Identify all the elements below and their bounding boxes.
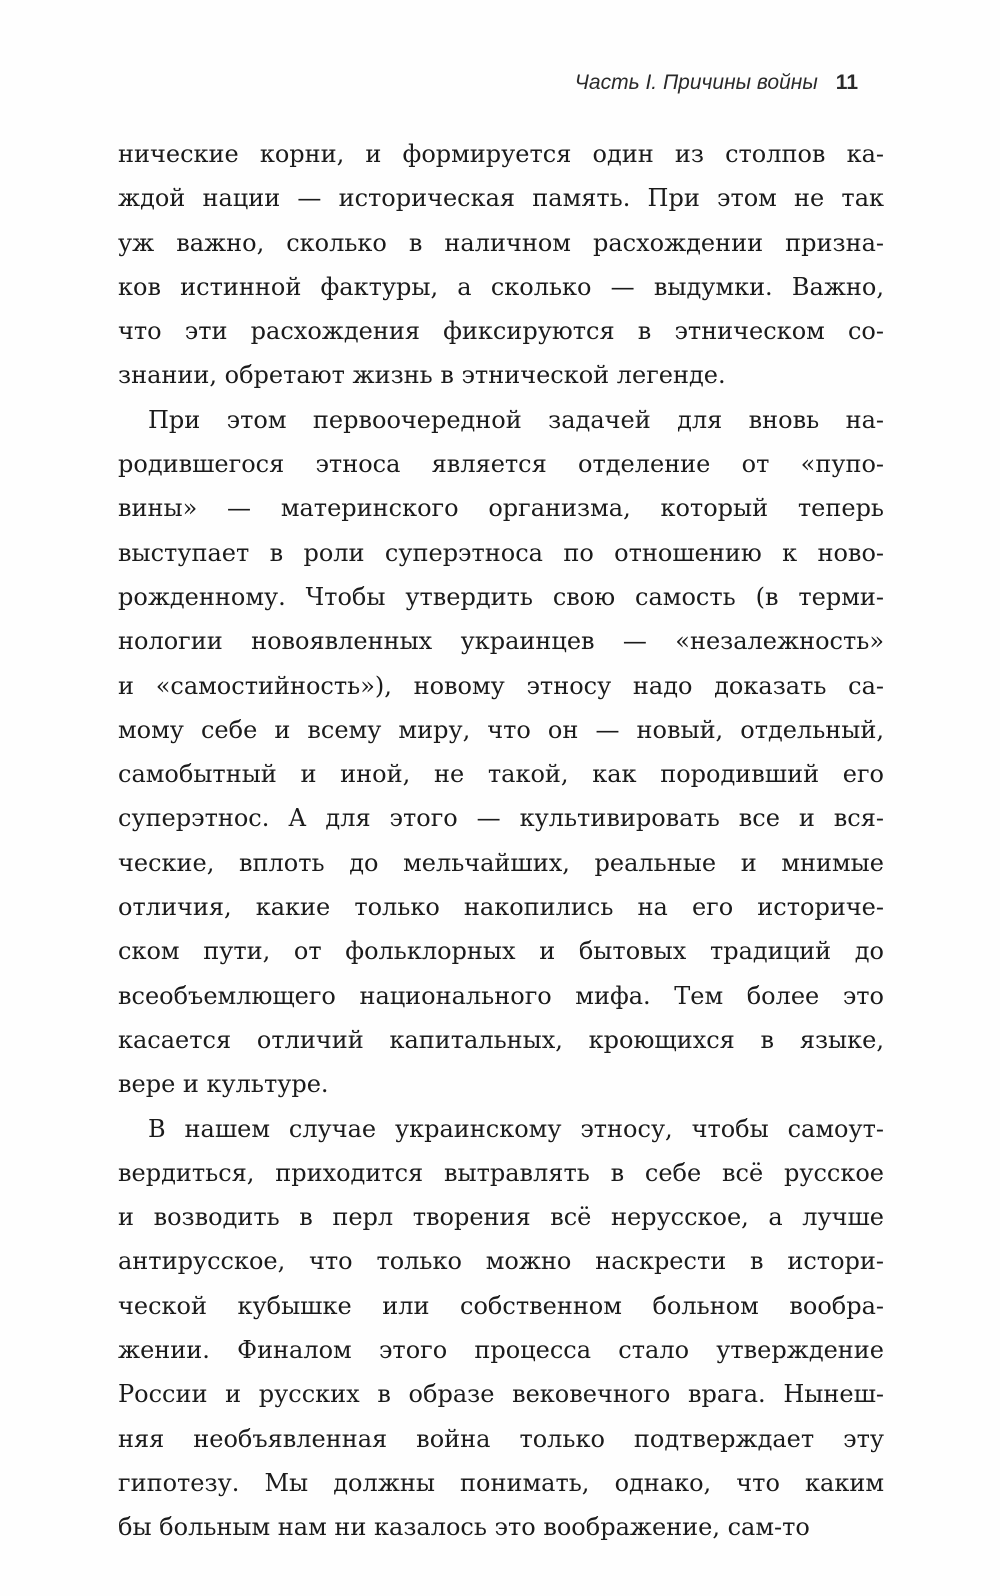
text-line: антирусское, что только можно наскрести в истори- xyxy=(118,1247,884,1276)
text-line: самобытный и иной, не такой, как породивший его xyxy=(118,760,884,789)
text-line: России и русских в образе вековечного врага. Нынеш- xyxy=(118,1380,884,1409)
text-line: В нашем случае украинскому этносу, чтобы самоут- xyxy=(148,1114,884,1143)
page-number: 11 xyxy=(835,71,858,94)
text-line: вердиться, приходится вытравлять в себе всё русское xyxy=(118,1158,884,1187)
text-line: всеобъемлющего национального мифа. Тем более это xyxy=(118,981,884,1010)
text-line: и «самостийность»), новому этносу надо доказать са- xyxy=(118,671,884,700)
text-line: вере и культуре. xyxy=(118,1070,329,1099)
text-line: мому себе и всему миру, что он — новый, отдельный, xyxy=(118,715,884,744)
paragraph xyxy=(118,1107,884,1550)
paragraph xyxy=(118,132,884,398)
paragraph xyxy=(118,398,884,1107)
text-line: знании, обретают жизнь в этнической легенде. xyxy=(118,361,726,390)
text-line: отличия, какие только накопились на его историче- xyxy=(118,893,884,922)
text-line: уж важно, сколько в наличном расхождении призна- xyxy=(118,228,884,257)
text-line: ском пути, от фольклорных и бытовых традиций до xyxy=(118,937,884,966)
text-line: ков истинной фактуры, а сколько — выдумки. Важно, xyxy=(118,272,884,301)
text-line: родившегося этноса является отделение от «пупо- xyxy=(118,450,884,479)
text-line: бы больным нам ни казалось это воображение, сам-то xyxy=(118,1513,810,1542)
text-line: выступает в роли суперэтноса по отношению к ново- xyxy=(118,538,884,567)
text-line: ческие, вплоть до мельчайших, реальные и мнимые xyxy=(118,848,884,877)
text-line: вины» — материнского организма, который теперь xyxy=(118,494,884,523)
running-head xyxy=(116,72,858,93)
text-line: что эти расхождения фиксируются в этническом со- xyxy=(118,317,884,346)
text-line: жении. Финалом этого процесса стало утверждение xyxy=(118,1336,884,1365)
body-text xyxy=(118,132,884,1550)
text-line: ческой кубышке или собственном больном вообра- xyxy=(118,1291,884,1320)
text-line: нологии новоявленных украинцев — «незалежность» xyxy=(118,627,884,656)
text-line: рожденному. Чтобы утвердить свою самость (в терми- xyxy=(118,582,884,611)
text-line: нические корни, и формируется один из столпов ка- xyxy=(118,140,884,168)
text-line: касается отличий капитальных, кроющихся в языке, xyxy=(118,1025,884,1054)
text-line: ждой нации — историческая память. При этом не так xyxy=(118,184,884,213)
text-line: суперэтнос. А для этого — культивировать все и вся- xyxy=(118,804,884,833)
text-line: При этом первоочередной задачей для вновь на- xyxy=(148,405,884,434)
text-line: и возводить в перл творения всё нерусское, а лучше xyxy=(118,1203,884,1232)
running-title: Часть I. Причины войны xyxy=(574,71,818,94)
text-line: гипотезу. Мы должны понимать, однако, что каким xyxy=(118,1468,884,1497)
text-line: няя необъявленная война только подтверждает эту xyxy=(118,1424,884,1453)
